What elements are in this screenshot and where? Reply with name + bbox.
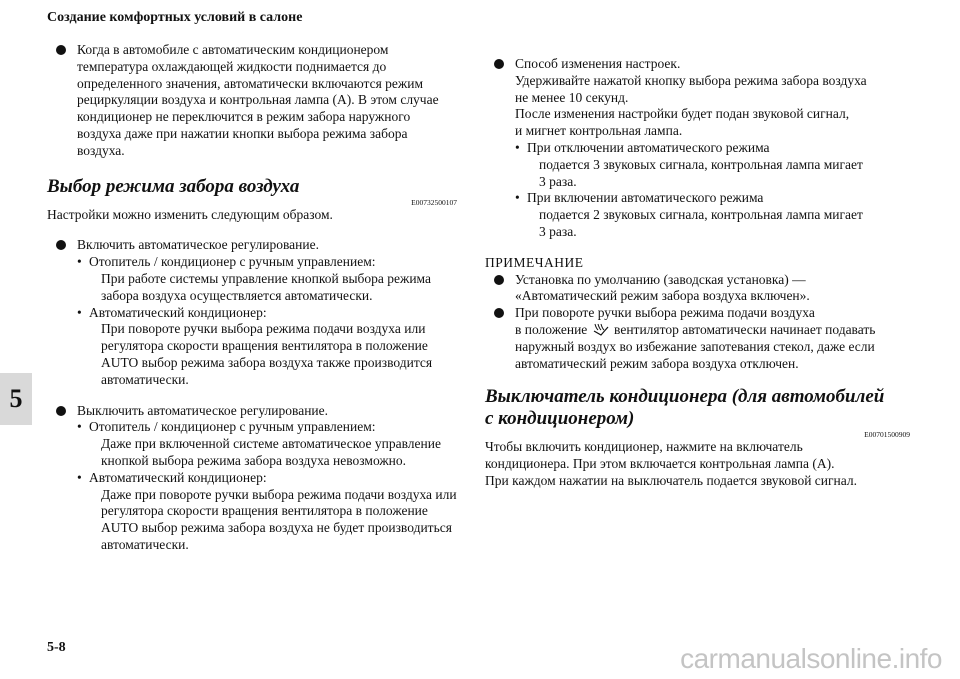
text-line: наружный воздух во избежание запотевания стекол, даже если bbox=[515, 338, 875, 354]
text-line: рециркуляции воздуха и контрольная лампа (A). В этом случае bbox=[77, 92, 439, 108]
intro-bullet bbox=[47, 42, 457, 160]
bullet-dot-icon bbox=[56, 240, 66, 250]
text-line: автоматически. bbox=[101, 371, 189, 387]
sub-item-disable bbox=[515, 140, 910, 190]
right-column bbox=[485, 56, 910, 490]
text-line: 3 раза. bbox=[539, 173, 577, 189]
text-line: кондиционера. При этом включается контрольная лампа (A). bbox=[485, 456, 835, 472]
text-line: подается 2 звуковых сигнала, контрольная лампа мигает bbox=[539, 207, 863, 223]
text-line: подается 3 звуковых сигнала, контрольная лампа мигает bbox=[539, 156, 863, 172]
text-line: AUTO выбор режима забора воздуха не будет производиться bbox=[101, 520, 452, 536]
sub-bullet-mark: • bbox=[77, 469, 82, 485]
watermark: carmanualsonline.info bbox=[680, 643, 942, 674]
text-line bbox=[515, 322, 910, 339]
section-intro: Настройки можно изменить следующим образом. bbox=[47, 206, 333, 222]
text-line: кнопкой выбора режима забора воздуха невозможно. bbox=[101, 452, 407, 468]
text-line: «Автоматический режим забора воздуха включен». bbox=[515, 288, 810, 304]
page-header: Создание комфортных условий в салоне bbox=[47, 10, 303, 25]
text-line: воздуха. bbox=[77, 142, 125, 158]
bullet-dot-icon bbox=[494, 275, 504, 285]
text-line: кондиционер не переключится в режим забора наружного bbox=[77, 109, 411, 125]
bullet-dot-icon bbox=[494, 308, 504, 318]
text-line: При работе системы управление кнопкой выбора режима bbox=[101, 270, 431, 286]
left-column bbox=[47, 42, 457, 554]
text-fragment: в положение bbox=[515, 321, 588, 337]
text-line: Способ изменения настроек. bbox=[515, 56, 681, 71]
text-line: регулятора скорости вращения вентилятора в положение bbox=[101, 503, 428, 519]
bullet-dot-icon bbox=[494, 59, 504, 69]
text-line: Чтобы включить кондиционер, нажмите на включатель bbox=[485, 439, 803, 455]
bullet-dot-icon bbox=[56, 45, 66, 55]
bullet-dot-icon bbox=[56, 406, 66, 416]
bullet-title: Выключить автоматическое регулирование. bbox=[77, 402, 329, 418]
page-number: 5-8 bbox=[47, 640, 66, 655]
text-line: Установка по умолчанию (заводская установка) — bbox=[515, 271, 806, 287]
note-heading: ПРИМЕЧАНИЕ bbox=[485, 254, 584, 270]
text-line: При повороте ручки выбора режима подачи воздуха или bbox=[101, 321, 426, 337]
text-line: При повороте ручки выбора режима подачи воздуха bbox=[515, 305, 815, 321]
text-line: Удерживайте нажатой кнопку выбора режима забора воздуха bbox=[515, 72, 867, 88]
section-code: E00701500909 bbox=[864, 430, 910, 440]
text-line: После изменения настройки будет подан звуковой сигнал, bbox=[515, 106, 850, 122]
sub-bullet-mark: • bbox=[77, 419, 82, 435]
text-line: воздуха даже при нажатии кнопки выбора режима забора bbox=[77, 125, 408, 141]
text-line: регулятора скорости вращения вентилятора в положение bbox=[101, 338, 428, 354]
text-line: Даже при включенной системе автоматическое управление bbox=[101, 436, 441, 452]
section-title-air-intake: Выбор режима забора воздуха bbox=[47, 175, 300, 197]
text-line: автоматический режим забора воздуха отключен. bbox=[515, 355, 799, 371]
bullet-auto-off bbox=[47, 403, 457, 554]
text-line: 3 раза. bbox=[539, 223, 577, 239]
bullet-title: Включить автоматическое регулирование. bbox=[77, 237, 319, 253]
sub-title: Автоматический кондиционер: bbox=[89, 304, 267, 320]
chapter-tab: 5 bbox=[0, 373, 32, 425]
text-line: забора воздуха осуществляется автоматически. bbox=[101, 287, 373, 303]
note-item bbox=[485, 272, 910, 306]
sub-item-auto bbox=[77, 305, 457, 389]
sub-title: Автоматический кондиционер: bbox=[89, 469, 267, 485]
bullet-auto-on bbox=[47, 237, 457, 388]
sub-item-auto bbox=[77, 470, 457, 554]
text-line: температура охлаждающей жидкости поднимается до bbox=[77, 58, 387, 74]
sub-item-enable bbox=[515, 190, 910, 240]
text-line: При каждом нажатии на выключатель подается звуковой сигнал. bbox=[485, 472, 857, 488]
text-line: не менее 10 секунд. bbox=[515, 89, 629, 105]
section-title-ac-switch-cont: с кондиционером) bbox=[485, 408, 635, 430]
sub-title: При отключении автоматического режима bbox=[527, 139, 770, 155]
note-item bbox=[485, 305, 910, 372]
text-line: AUTO выбор режима забора воздуха также производится bbox=[101, 354, 433, 370]
bullet-change-settings bbox=[485, 56, 910, 241]
sub-bullet-mark: • bbox=[515, 139, 520, 155]
text-line: автоматически. bbox=[101, 536, 189, 552]
sub-item-manual bbox=[77, 254, 457, 304]
sub-title: Отопитель / кондиционер с ручным управлением: bbox=[89, 254, 376, 270]
text-line: и мигнет контрольная лампа. bbox=[515, 123, 683, 139]
sub-item-manual bbox=[77, 419, 457, 469]
sub-bullet-mark: • bbox=[77, 304, 82, 320]
section-title-ac-switch: Выключатель кондиционера (для автомобилей bbox=[485, 386, 885, 408]
sub-title: При включении автоматического режима bbox=[527, 190, 764, 206]
sub-bullet-mark: • bbox=[515, 190, 520, 206]
text-line: Даже при повороте ручки выбора режима подачи воздуха или bbox=[101, 486, 457, 502]
sub-title: Отопитель / кондиционер с ручным управлением: bbox=[89, 419, 376, 435]
defrost-fan-icon bbox=[593, 322, 609, 336]
text-line: Когда в автомобиле с автоматическим кондиционером bbox=[77, 42, 389, 57]
text-fragment: вентилятор автоматически начинает подавать bbox=[614, 321, 876, 337]
sub-bullet-mark: • bbox=[77, 254, 82, 270]
text-line: определенного значения, автоматически включаются режим bbox=[77, 75, 423, 91]
section-code: E00732500107 bbox=[411, 197, 457, 207]
